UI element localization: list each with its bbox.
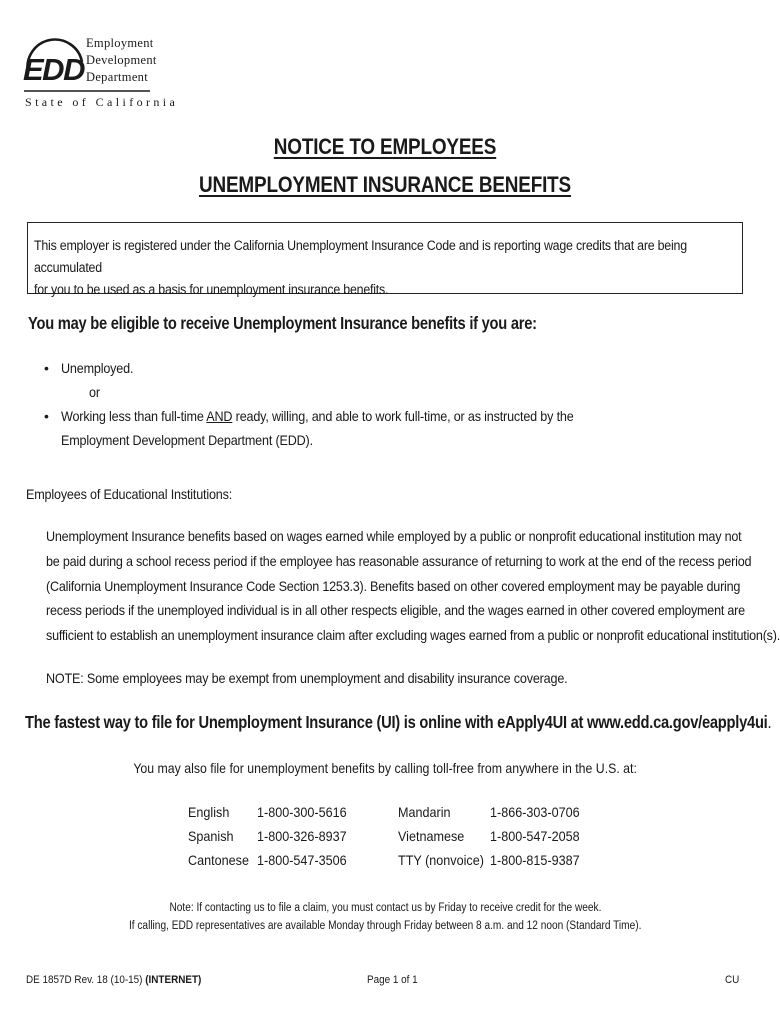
fastest-way-text: The fastest way to file for Unemployment Insurance (UI) is online with eApply4UI at www.edd.ca.gov/eapply4ui (25, 712, 768, 732)
phone-language-tty: TTY (nonvoice) (398, 852, 484, 868)
edd-logo-mark (22, 32, 88, 98)
edd-logo-name (86, 35, 157, 86)
logo-line-development: Development (86, 53, 157, 67)
friday-note (0, 902, 770, 914)
page-title-line2: UNEMPLOYMENT INSURANCE BENEFITS (198, 172, 572, 197)
hours-note-text: If calling, EDD representatives are available Monday through Friday between 8 a.m. and 12 noon (Standard Time). (128, 920, 642, 932)
phone-language-cantonese: Cantonese (188, 852, 249, 868)
form-code: CU (725, 974, 740, 986)
phone-number-english: 1-800-300-5616 (257, 804, 347, 820)
phone-language-mandarin: Mandarin (398, 804, 451, 820)
friday-note-text: Note: If contacting us to file a claim, you must contact us by Friday to receive credit for the week. (169, 902, 601, 914)
logo-line-department: Department (86, 70, 149, 84)
education-line: recess periods if the unemployed individual is in all other respects eligible, and the wages earned in other covered employment are (46, 602, 745, 619)
phone-intro-text: You may also file for unemployment benefits by calling toll-free from anywhere in the U.S. at: (133, 760, 637, 776)
education-line: be paid during a school recess period if the employee has reasonable assurance of returning to work at the end of the recess period (46, 552, 752, 569)
edd-logo (22, 32, 179, 114)
form-id-tag: (INTERNET) (145, 974, 202, 986)
logo-line-employment: Employment (86, 36, 154, 50)
page-number: Page 1 of 1 (367, 974, 418, 986)
form-id-text: DE 1857D Rev. 18 (10-15) (26, 974, 146, 986)
phone-number-cantonese: 1-800-547-3506 (257, 852, 347, 868)
education-label: Employees of Educational Institutions: (26, 486, 233, 502)
phone-number-mandarin: 1-866-303-0706 (490, 804, 580, 820)
bullet-unemployed: Unemployed. (61, 360, 134, 376)
eligibility-heading: You may be eligible to receive Unemployment Insurance benefits if you are: (28, 313, 537, 333)
registration-notice-line1: This employer is registered under the California Unemployment Insurance Code and is reporting wage credits that are being accumulated (34, 238, 687, 275)
bullet-working-less-line2: Employment Development Department (EDD). (61, 432, 313, 448)
hours-note (0, 920, 770, 932)
registration-notice-line2: for you to be used as a basis for unemployment insurance benefits. (34, 282, 389, 297)
form-id (26, 974, 201, 986)
phone-number-spanish: 1-800-326-8937 (257, 828, 347, 844)
exempt-note: NOTE: Some employees may be exempt from unemployment and disability insurance coverage. (46, 670, 568, 686)
bullet-working-less-post: ready, willing, and able to work full-time, or as instructed by the (232, 408, 574, 424)
bullet-dot-icon: • (44, 360, 49, 376)
logo-state-of-california: State of California (25, 95, 179, 109)
phone-number-vietnamese: 1-800-547-2058 (490, 828, 580, 844)
page-title-line1: NOTICE TO EMPLOYEES (273, 134, 497, 159)
phone-language-english: English (188, 804, 230, 820)
fastest-way-period: . (767, 712, 772, 732)
education-line: Unemployment Insurance benefits based on wages earned while employed by a public or nonprofit educational institution may not (46, 528, 742, 544)
fastest-way-heading (25, 712, 771, 733)
bullet-or: or (89, 384, 100, 400)
edd-logo-letters: EDD (23, 52, 84, 87)
registration-notice-box (27, 222, 743, 297)
education-line: (California Unemployment Insurance Code Section 1253.3). Benefits based on other covered employment may be payable during (46, 577, 741, 594)
education-line: sufficient to establish an unemployment insurance claim after excluding wages earned from a public or nonprofit educational institution(s). (46, 627, 780, 644)
education-paragraph (46, 524, 780, 648)
phone-number-tty: 1-800-815-9387 (490, 852, 580, 868)
bullet-working-less (61, 408, 574, 424)
phone-language-spanish: Spanish (188, 828, 234, 844)
bullet-working-less-pre: Working less than full-time (61, 408, 207, 424)
bullet-dot-icon: • (44, 408, 49, 424)
phone-intro (0, 760, 770, 776)
phone-language-vietnamese: Vietnamese (398, 828, 465, 844)
bullet-working-less-and: AND (206, 408, 233, 424)
